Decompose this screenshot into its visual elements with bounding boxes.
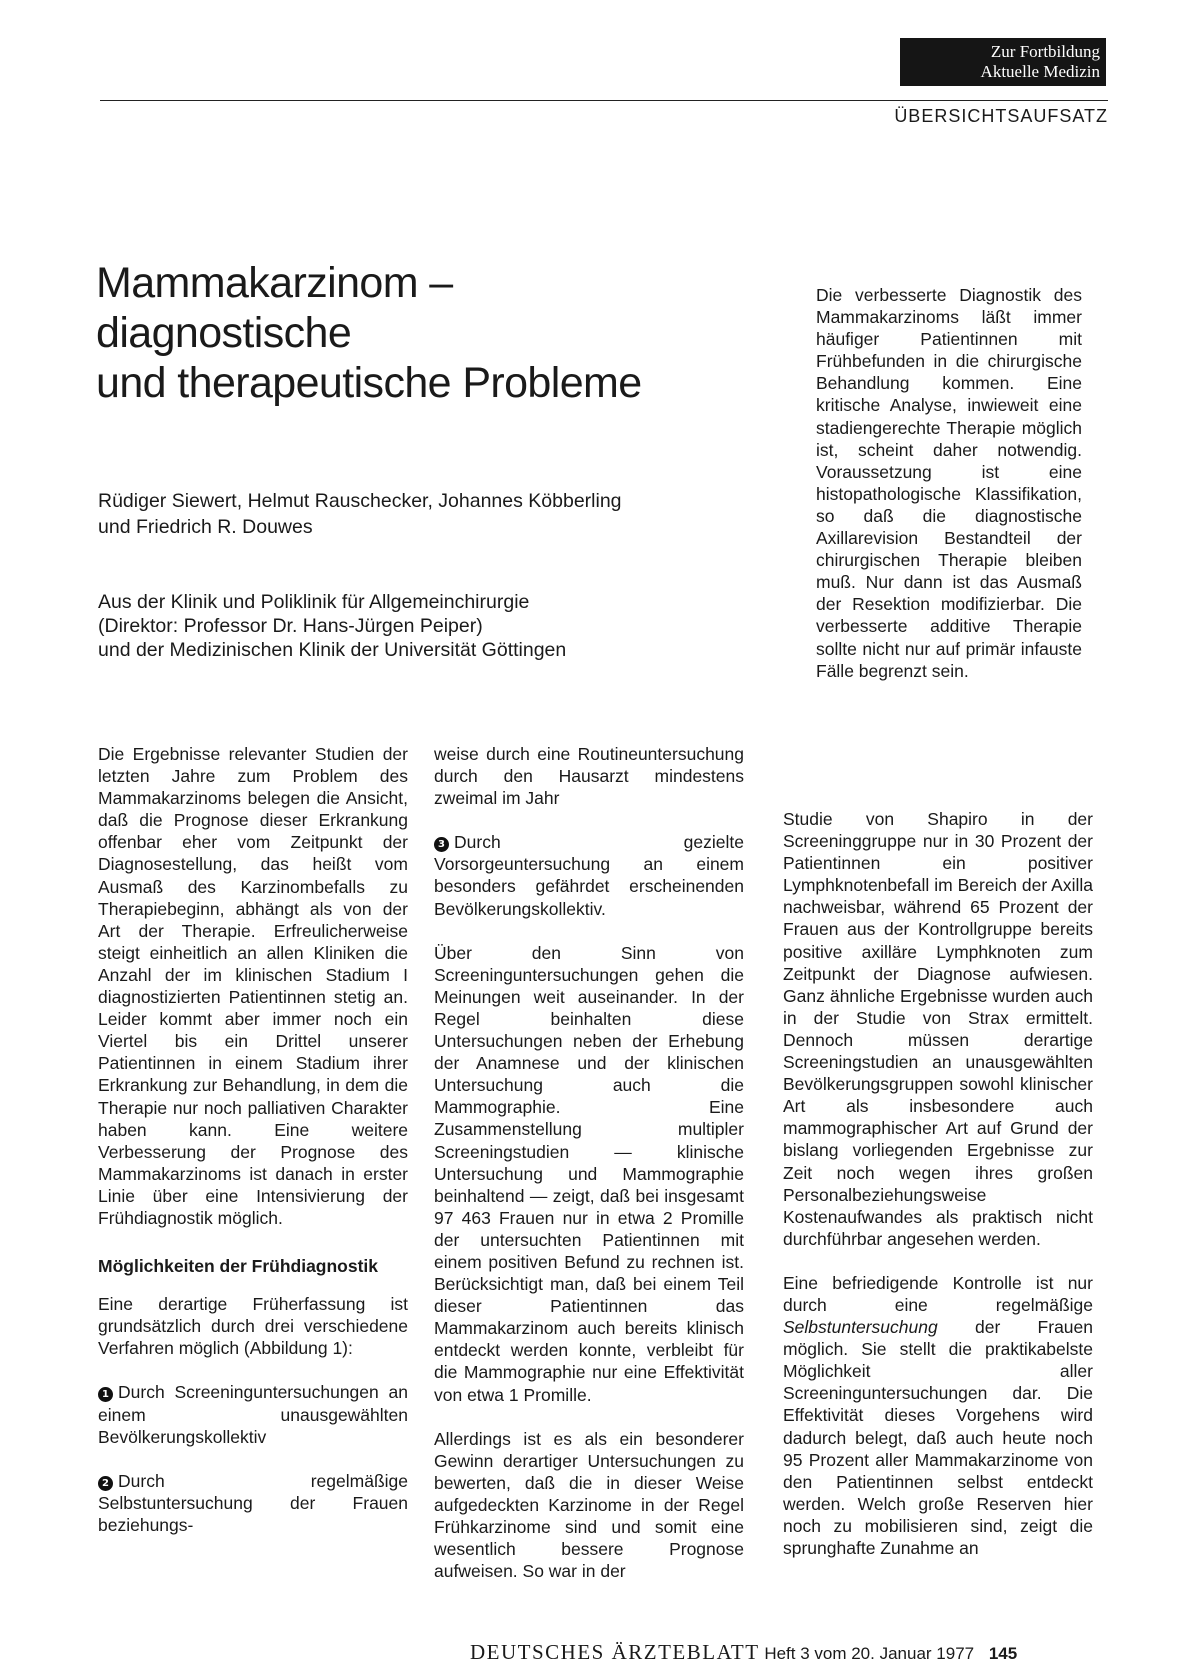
list-item-1-text: Durch Screeninguntersuchungen an einem unausgewählten Bevölkerungskollektiv — [98, 1382, 408, 1447]
self-exam-text-after: der Frauen möglich. Sie stellt die praktikabelste Möglichkeit aller Screeninguntersuchungen dar. Die Effektivität dieses Vorgehens wird dadurch belegt, daß auch heute noch 95 Prozent aller Mammakarzinome von den Patientinnen selbst entdeckt werden. Welch große Reserven hier noch zu mobilisieren sind, zeigt die sprunghafte Zunahme an — [783, 1317, 1093, 1558]
body-column-2 — [434, 743, 744, 1604]
abstract: Die verbesserte Diagnostik des Mammakarzinoms läßt immer häufiger Patientinnen mit Frühbefunden in die chirurgische Behandlung kommen. Eine kritische Analyse, inwieweit eine stadiengerechte Therapie möglich ist, scheint daher notwendig. Voraussetzung ist eine histopathologische Klassifikation, so daß die diagnostische Axillarevision Bestandteil der chirurgischen Therapie bleiben muß. Nur dann ist das Ausmaß der Resektion modifizierbar. Die verbesserte additive Therapie sollte nicht nur auf primär infauste Fälle begrenzt sein. — [816, 285, 1082, 681]
page-number: 145 — [988, 1644, 1018, 1663]
screening-paragraph: Über den Sinn von Screeninguntersuchungen gehen die Meinungen weit auseinander. In der Regel beinhalten diese Untersuchungen neben der Erhebung der Anamnese und der klinischen Untersuchung auch die Mammographie. Eine Zusammenstellung multipler Screeningstudien — klinische Untersuchung und Mammographie beinhaltend — zeigt, daß bei insgesamt 97 463 Frauen nur in etwa 2 Promille der untersuchten Patientinnen mit einem positiven Befund zu rechnen ist. Berücksichtigt man, daß bei einem Teil dieser Patientinnen das Mammakarzinom auch bereits klinisch entdeckt werden konnte, verbleibt für die Mammographie nur eine Effektivität von etwa 1 Promille. — [434, 942, 744, 1405]
authors-line-2: und Friedrich R. Douwes — [98, 516, 313, 538]
series-badge — [900, 38, 1106, 86]
body-column-3 — [783, 808, 1093, 1581]
self-exam-emphasis: Selbstuntersuchung — [783, 1317, 938, 1338]
number-3-icon: 3 — [434, 837, 449, 852]
header-rule — [100, 100, 1108, 101]
methods-intro-paragraph: Eine derartige Früherfassung ist grundsätzlich durch drei verschiedene Verfahren möglich (Abbildung 1): — [98, 1294, 408, 1359]
subheading: Möglichkeiten der Frühdiagnostik — [98, 1256, 379, 1277]
shapiro-paragraph: Studie von Shapiro in der Screeninggruppe nur in 30 Prozent der Patientinnen ein positiver Lymphknotenbefall im Bereich der Axilla nachweisbar, während 65 Prozent der Frauen aus der Kontrollgruppe bereits positive axilläre Lymphknoten zum Zeitpunkt der Diagnose aufwiesen. Ganz ähnliche Ergebnisse wurden auch in der Studie von Strax ermittelt. Dennoch müssen derartige Screeningstudien an unausgewählten Bevölkerungsgruppen sowohl klinischer Art als insbesondere auch mammographischer Art auf Grund der bislang vorliegenden Ergebnisse zur Zeit noch wegen ihres großen Personalbeziehungsweise Kostenaufwandes als praktisch nicht durchführbar angesehen werden. — [783, 809, 1093, 1249]
list-item-2-text: Durch regelmäßige Selbstuntersuchung der Frauen beziehungs- — [98, 1470, 408, 1535]
badge-line-1: Zur Fortbildung — [990, 42, 1100, 61]
body-column-1 — [98, 743, 408, 1558]
authors — [98, 488, 622, 540]
affiliation-line-2: (Direktor: Professor Dr. Hans-Jürgen Peiper) — [98, 615, 483, 637]
title-line-1: Mammakarzinom – — [96, 259, 453, 307]
affiliation-line-3: und der Medizinischen Klinik der Universität Göttingen — [98, 639, 567, 661]
self-exam-paragraph — [783, 1272, 1093, 1559]
self-exam-text-before: Eine befriedigende Kontrolle ist nur durch eine regelmäßige — [783, 1272, 1093, 1315]
prognosis-paragraph: Allerdings ist es als ein besonderer Gewinn derartiger Untersuchungen zu bewerten, daß die in dieser Weise aufgedeckten Karzinome in der Regel Frühkarzinome sind und somit eine wesentlich bessere Prognose aufweisen. So war in der — [434, 1428, 744, 1582]
article-title — [96, 258, 746, 408]
list-item-1 — [98, 1381, 408, 1447]
list-item-3-text: Durch gezielte Vorsorgeuntersuchung an einem besonders gefährdet erscheinenden Bevölkerungskollektiv. — [434, 832, 744, 919]
issue-info: Heft 3 vom 20. Januar 1977 — [764, 1644, 975, 1663]
title-line-3: und therapeutische Probleme — [96, 359, 642, 407]
journal-name: DEUTSCHES ÄRZTEBLATT — [470, 1640, 760, 1664]
affiliation-line-1: Aus der Klinik und Poliklinik für Allgemeinchirurgie — [98, 591, 530, 613]
number-1-icon: 1 — [98, 1387, 113, 1402]
title-line-2: diagnostische — [96, 309, 352, 357]
list-item-2-continued: weise durch eine Routineuntersuchung durch den Hausarzt mindestens zweimal im Jahr — [434, 744, 744, 809]
list-item-3 — [434, 831, 744, 919]
intro-paragraph: Die Ergebnisse relevanter Studien der letzten Jahre zum Problem des Mammakarzinoms belegen die Ansicht, daß die Prognose dieser Erkrankung offenbar eher vom Zeitpunkt der Diagnosestellung, das heißt vom Ausmaß des Karzinombefalls zu Therapiebeginn, abhängt als von der Art der Therapie. Erfreulicherweise steigt einheitlich an allen Kliniken die Anzahl der im klinischen Stadium I diagnostizierten Patientinnen stetig an. Leider kommt aber immer noch ein Viertel bis ein Drittel unserer Patientinnen in einem Stadium ihrer Erkrankung zur Behandlung, in dem die Therapie nur noch palliativen Charakter haben kann. Eine weitere Verbesserung der Prognose des Mammakarzinoms ist danach in erster Linie über eine Intensivierung der Frühdiagnostik möglich. — [98, 744, 408, 1228]
number-2-icon: 2 — [98, 1476, 113, 1491]
page-footer — [470, 1640, 1017, 1665]
affiliation — [98, 590, 566, 662]
badge-line-2: Aktuelle Medizin — [980, 62, 1100, 81]
list-item-2 — [98, 1470, 408, 1536]
section-label: ÜBERSICHTSAUFSATZ — [894, 106, 1108, 126]
authors-line-1: Rüdiger Siewert, Helmut Rauschecker, Johannes Köbberling — [98, 490, 622, 512]
